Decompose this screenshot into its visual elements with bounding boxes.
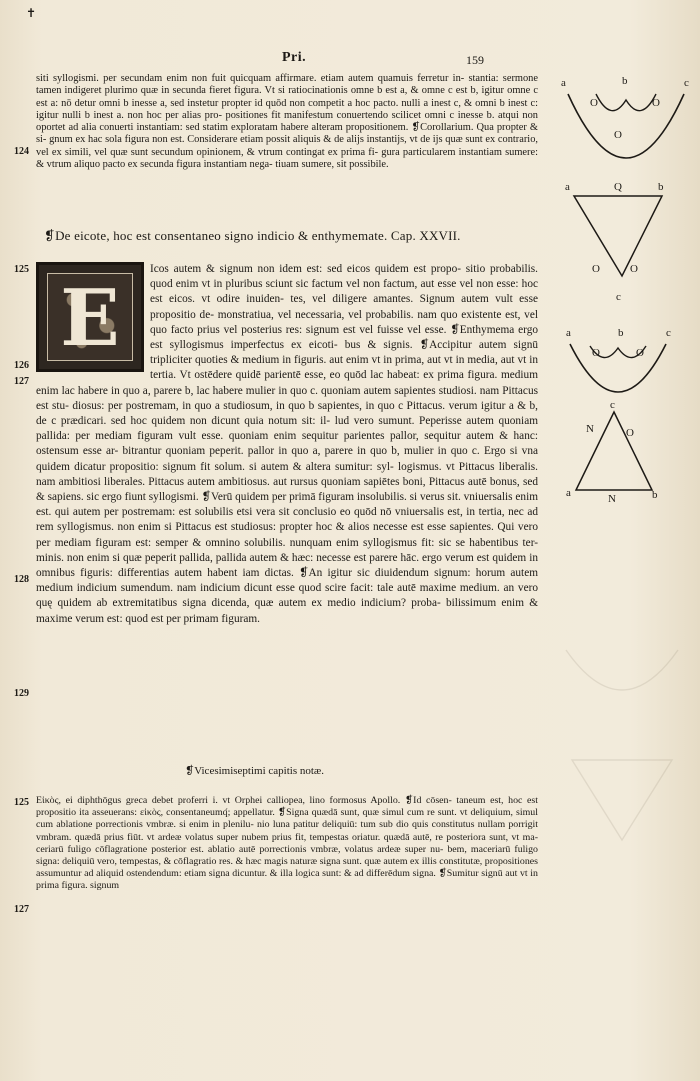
diagram-crescent-2: [562, 322, 692, 402]
margin-number: 126: [14, 360, 29, 371]
label-o: O: [614, 129, 622, 141]
label-c: c: [684, 77, 689, 89]
label-b: b: [658, 181, 664, 193]
label-c: c: [610, 399, 615, 411]
label-o: O: [590, 97, 598, 109]
label-o: O: [630, 263, 638, 275]
notes-heading: ❡Vicesimiseptimi capitis notæ.: [185, 765, 325, 777]
label-c: c: [666, 327, 671, 339]
label-c: c: [616, 291, 621, 303]
label-q: Q: [614, 181, 622, 193]
label-o: O: [592, 347, 600, 359]
label-o: O: [592, 263, 600, 275]
label-o: O: [652, 97, 660, 109]
folio-mark: ✝: [26, 6, 37, 20]
continuation-paragraph: [36, 73, 538, 171]
label-a: a: [566, 487, 571, 499]
margin-number: 125: [14, 797, 29, 808]
label-b: b: [622, 75, 628, 87]
margin-number: 128: [14, 574, 29, 585]
paragraph-text: siti syllogismi. per secundam enim non fuit quicquam affirmare. etiam autem quamuis ferretur in- stantia: sermone tamen indigeret plurimo quæ in secunda fieret figura. Vt si ratiocinationis omne b est a, & omne c est b, igitur omne c est a: nō detur omni b inesse a, sed instetur propter id quōd non competit a hoc pacto. nulli a inest c, & omni b inest c: igitur nulli b inest a. non hoc per alias pro- positiones fit manifestum conuertendo scilicet omni c inesse b. atqui non oportet ad alia conuerti instantiam: sed statim exploratam habere alteram propositionem. ❡Corollarium. Qua propter & si- gnum ex hac sola figura non est. Considerare etiam possit aliquis & de alijs instantijs, vt de ijs quæ sunt ex contrario, vel ex simili, vel quæ sunt secundum opinionem, & vtrum contingat ex prima fi- gura particularem instantiam sumere: & vtrum aliquo pacto ex secunda figura instantiam nega- tiuam sumere, sit possibile.: [36, 73, 538, 171]
margin-number: 127: [14, 904, 29, 915]
bleed-through-shapes: [552, 560, 692, 860]
margin-number: 129: [14, 688, 29, 699]
label-a: a: [561, 77, 566, 89]
label-o: O: [636, 347, 644, 359]
label-a: a: [565, 181, 570, 193]
label-b: b: [618, 327, 624, 339]
initial-letter: E: [60, 273, 120, 364]
label-o: O: [626, 427, 634, 439]
diagram-crescent-1: [556, 72, 696, 162]
margin-number: 125: [14, 264, 29, 275]
page-number: 159: [466, 53, 484, 67]
decorated-initial: [36, 262, 144, 372]
margin-number: 127: [14, 376, 29, 387]
diagram-inverted-triangle: [562, 176, 692, 306]
notes-paragraph: [36, 795, 538, 893]
margin-number: 124: [14, 146, 29, 157]
label-n: N: [608, 493, 616, 505]
diagram-triangle: [562, 398, 692, 508]
paragraph-text: Icos autem & signum non idem est: sed eicos quidem est propo- sitio probabilis. quod enim vt in pluribus sciunt sic factum vel non factum, aut esse vel non esse: hoc est eicos. vt odire inuiden- tes, vel diligere amantes. Signum autem vult esse propositio de- monstratiua, vel necessaria, vel probabilis. nam quo existente est, vel quo facto prius vel posterius res: signum est vel fuisse vel esse. ❡Enthymema ergo est syllogismus imperfectus ex eicoti- bus & signis. ❡Accipitur autem signū tripliciter quoties & medium in figuris. aut enim vt in prima, aut vt in media, aut vt in tertia. Vt ostēdere quidē parientē esse, eo quōd lac habeat: ex prima figura. medium enim lac habere in quo a, parere b, lac habere mulier in quo c. quoniam autem sapientes studiosi. nam Pittacus est stu- diosus: per postremam, in quo a studiosum, in quo b sapientes, in quo c Pittacus. verum igitur a & b, de c prædicari. sed hoc quidem non dicunt quia notum sit: il- lud vero sumunt. Peperisse autem quoniam pallida: per mediam figuram vult esse. quoniam enim sequitur parientes pallor, sequitur autem & hanc: ostensum esse ar- bitrantur quoniam peperit. pallor in quo a, parere in quo b, mulier in quo c. Ergo si vna quidem dicatur propositio: signum fit solum. si autem & altera sumitur: syl- logismus. vt Pittacus liberalis. nam ambitiosi liberales. Pittacus autem ambitiosus. aut rursus quoniam sapiētes boni, Pittacus autē bonus, sed & sapiens. sic ergo fiunt syllogismi. ❡Verū quidem per primā figuram insolubilis. si verus sit. vniuersalis enim est. qui autem per postremam: est solubilis etsi vera sit conclusio eo quōd nō vniuersalis est, in tertia, nec ad rem syllogismus. non enim si Pittacus est studiosus: propter hoc & alios necesse est esse sapientes. Qui vero per mediam figuram est: semper & omnino solubilis. nunquam enim syllogismus fit: sic se habentibus ter- minis. non enim si quæ peperit pallida, pallida autem & hæc: necesse est parere hāc. ergo verum est quidem in omnibus figuris: differentias autem habent iam dictas. ❡An igitur sic diuidendum signum: horum autem medium indicium sumendum. nam indicium dicunt esse quod scire facit: tale autē maxime medium. an vero quę quidem ab extremitatibus signa dicenda, quæ autem ex medio indicium? proba- bilissimum enim & maxime verum est: quod est per primam figuram.: [36, 263, 538, 625]
label-b: b: [652, 489, 658, 501]
running-title: Pri.: [282, 50, 307, 65]
label-a: a: [566, 327, 571, 339]
chapter-body: [36, 262, 538, 627]
chapter-heading: ❡De eicote, hoc est consentaneo signo indicio & enthymemate. Cap. XXVII.: [44, 228, 461, 243]
paragraph-text: Εἰκὸς, ei diphthōgus greca debet proferri i. vt Orphei calliopea, lino formosus Apollo. ❡Id cōsen- taneum est, hoc est propositio ita asseuerans: εἰκὸς, consentaneumq́; appellatur. ❡Signa quædā sunt, quæ simul cum re sunt. vt deliquium, simul cum ablatione porrectionis vmbræ. si enim in plenilu- nio luna patitur deliquiū: tum sub dio quis constitutus nullam porrigit vmbram. quædā prius fiūt. vt ardeæ volatus super nubem prius fit, tempestas oriatur. quædā autē, re posteriora sunt, vt ma- ceriarū fuligo cōflagratione posterior est. ablatio autē porrectionis vmbræ, volatus ardeæ super nu- bem, maceriarū fuligo signa: deliquiū vero, tempestas, & cōflagratio res. & hæc magis naturæ signa sunt. quæ autem ex illis constitutæ, propositiones assumuntur ad aliquid ostendendum: etiam signa dicuntur. & illa logica sunt: & ad differēdum signa. ❡Sumitur signū aut vt in prima figura. signum: [36, 795, 538, 892]
label-n: N: [586, 423, 594, 435]
